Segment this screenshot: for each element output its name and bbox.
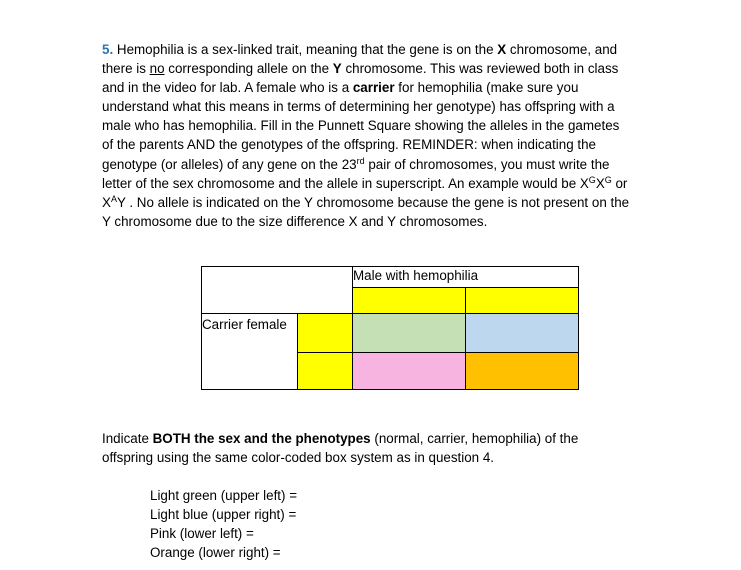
instructions-line: Indicate BOTH the sex and the phenotypes (normal, carrier, hemophilia) of the [102, 431, 579, 446]
question-number: 5. [102, 42, 114, 57]
offspring-upper-right[interactable] [465, 313, 579, 353]
question-paragraph [102, 40, 692, 231]
question-line: $X^AY$ . No allele is indicated on the Y chromosome because the gene is not present on the [102, 193, 630, 210]
female-parent-label: Carrier female [201, 313, 298, 390]
question-line: male who has hemophilia. Fill in the Punnett Square showing the alleles in the gametes [102, 118, 620, 134]
instructions-paragraph [102, 429, 692, 467]
female-gamete-cell-1[interactable] [297, 313, 353, 353]
male-gamete-cell-1[interactable] [352, 287, 466, 314]
offspring-upper-left[interactable] [352, 313, 466, 353]
answer-list [150, 486, 297, 562]
question-line: and in the video for lab. A female who is a carrier for hemophilia (make sure you [102, 80, 579, 96]
female-gamete-cell-2[interactable] [297, 352, 353, 390]
instructions-line: offspring using the same color-coded box system as in question 4. [102, 450, 495, 466]
question-line: Y chromosome due to the size difference X and Y chromosomes. [102, 213, 488, 229]
answer-pink[interactable]: Pink (lower left) = [150, 526, 254, 542]
question-line: understand what this means in terms of determining her genotype) has offspring with a [102, 99, 615, 115]
offspring-lower-left[interactable] [352, 352, 466, 390]
answer-light-blue[interactable]: Light blue (upper right) = [150, 507, 297, 523]
question-line: of the parents AND the genotypes of the offspring. REMINDER: when indicating the [102, 137, 596, 153]
offspring-lower-right[interactable] [465, 352, 579, 390]
answer-light-green[interactable]: Light green (upper left) = [150, 488, 298, 503]
question-line: letter of the sex chromosome and the allele in superscript. An example would be $X^GX^G$ or [102, 174, 628, 191]
question-line: genotype (or alleles) of any gene on the 23rd pair of chromosomes, you must write the [102, 155, 610, 172]
male-gamete-cell-2[interactable] [465, 287, 579, 314]
question-line [102, 40, 692, 59]
corner-cell [201, 266, 353, 314]
question-line: there is no corresponding allele on the Y chromosome. This was reviewed both in class [102, 61, 619, 77]
question-line-text: Hemophilia is a sex-linked trait, meaning that the gene is on the X chromosome, and [116, 42, 618, 57]
male-parent-label: Male with hemophilia [352, 266, 579, 288]
answer-orange[interactable]: Orange (lower right) = [150, 545, 281, 561]
